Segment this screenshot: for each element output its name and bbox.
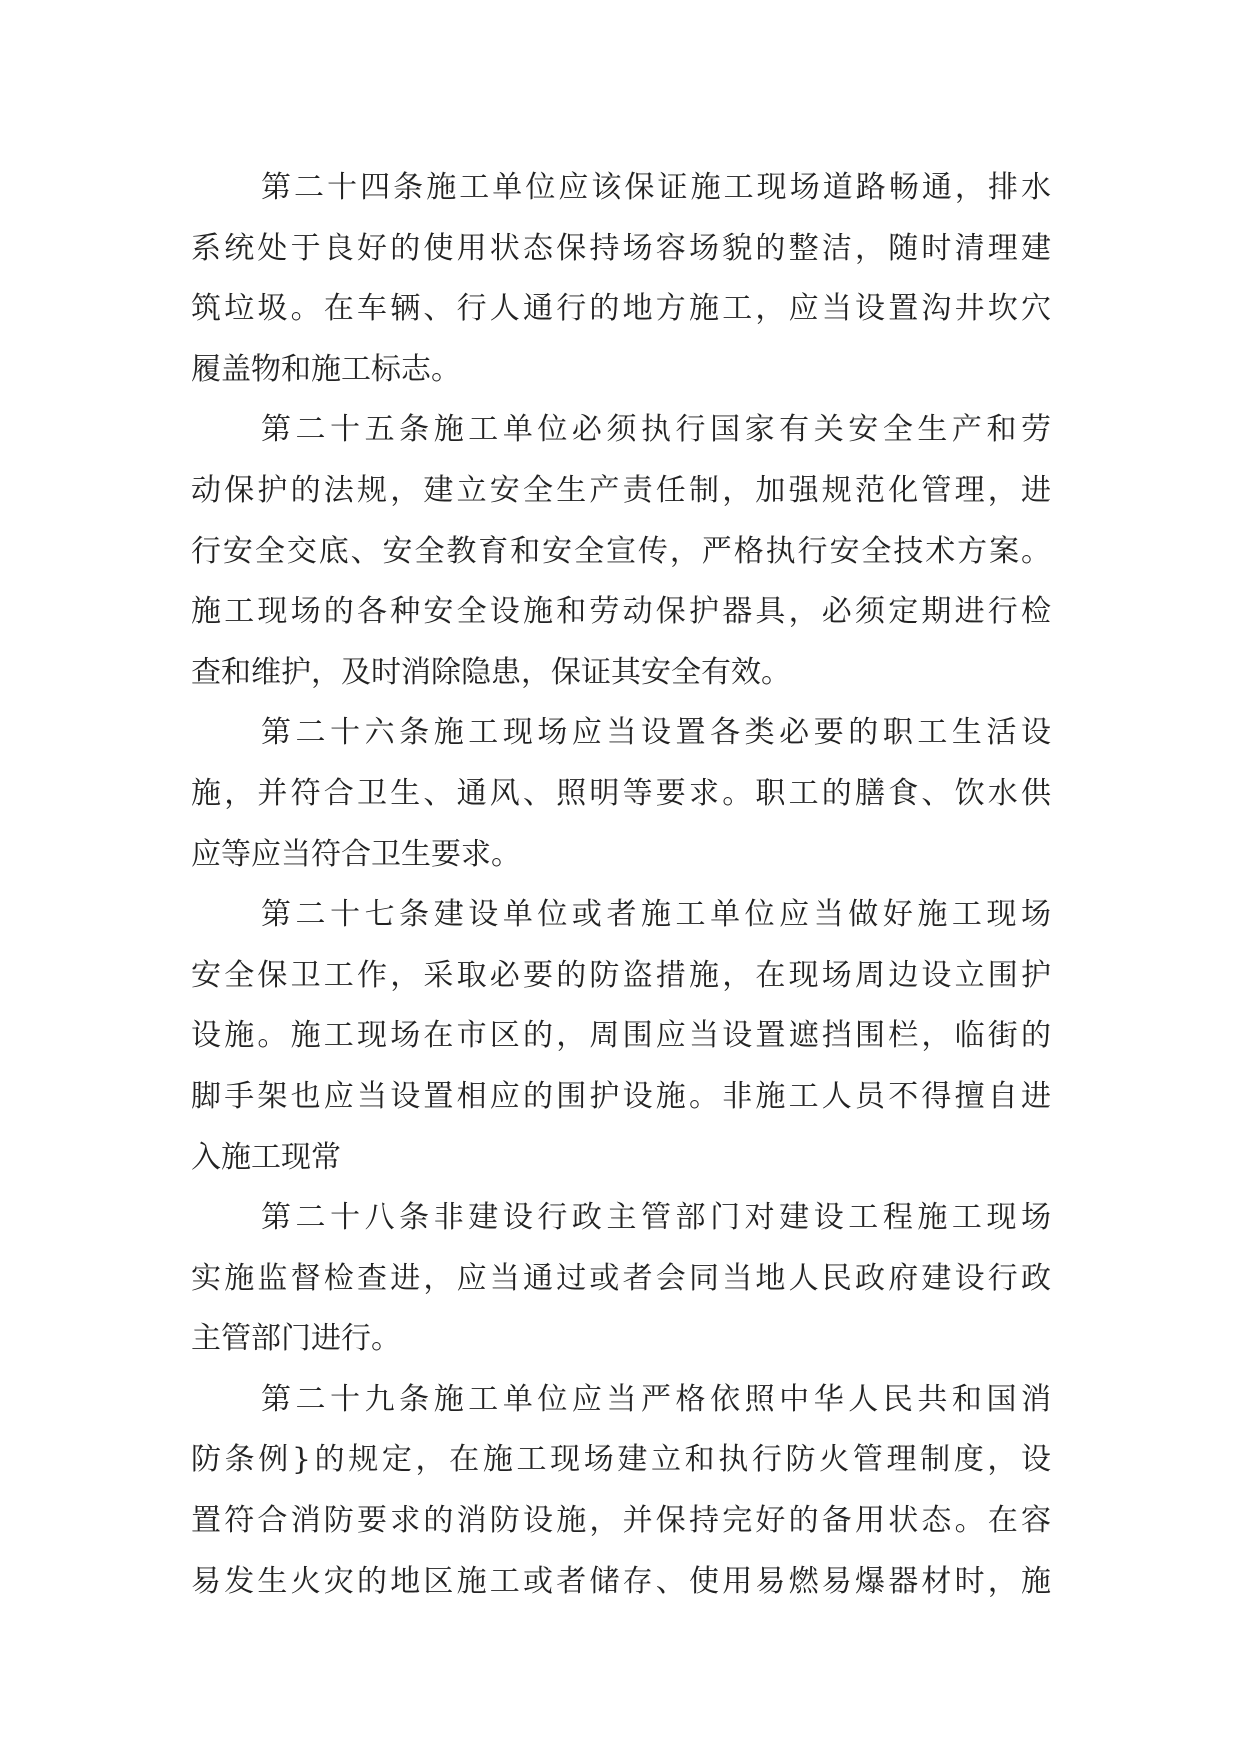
text-line: 第二十七条建设单位或者施工单位应当做好施工现场	[261, 897, 1051, 933]
text-line: 安全保卫工作，采取必要的防盗措施，在现场周边设立围护	[191, 957, 1051, 993]
text-line: 筑垃圾。在车辆、行人通行的地方施工，应当设置沟井坎穴	[191, 291, 1051, 327]
text-line: 设施。施工现场在市区的，周围应当设置遮挡围栏，临街的	[191, 1018, 1051, 1054]
text-line: 应等应当符合卫生要求。	[191, 836, 521, 872]
text-line: 系统处于良好的使用状态保持场容场貌的整洁，随时清理建	[191, 230, 1051, 266]
text-line: 履盖物和施工标志。	[191, 351, 461, 387]
text-line: 第二十四条施工单位应该保证施工现场道路畅通，排水	[261, 170, 1051, 205]
text-line: 施，并符合卫生、通风、照明等要求。职工的膳食、饮水供	[191, 775, 1051, 811]
text-line: 防条例}的规定，在施工现场建立和执行防火管理制度，设	[191, 1442, 1051, 1478]
text-line: 第二十九条施工单位应当严格依照中华人民共和国消	[261, 1381, 1051, 1417]
text-line: 行安全交底、安全教育和安全宣传，严格执行安全技术方案。	[191, 533, 1051, 569]
body-text	[191, 158, 1051, 1612]
text-line: 易发生火灾的地区施工或者储存、使用易燃易爆器材时，施	[191, 1563, 1051, 1599]
text-line: 第二十八条非建设行政主管部门对建设工程施工现场	[261, 1200, 1051, 1236]
text-line: 实施监督检查进，应当通过或者会同当地人民政府建设行政	[191, 1260, 1051, 1296]
text-line: 主管部门进行。	[191, 1321, 401, 1357]
text-line: 入施工现常	[191, 1139, 341, 1175]
text-line: 置符合消防要求的消防设施，并保持完好的备用状态。在容	[191, 1503, 1051, 1539]
text-line: 施工现场的各种安全设施和劳动保护器具，必须定期进行检	[191, 594, 1051, 630]
text-line: 脚手架也应当设置相应的围护设施。非施工人员不得擅自进	[191, 1078, 1051, 1114]
text-line: 第二十五条施工单位必须执行国家有关安全生产和劳	[261, 412, 1051, 448]
text-line: 动保护的法规，建立安全生产责任制，加强规范化管理，进	[191, 472, 1051, 508]
text-line: 查和维护，及时消除隐患，保证其安全有效。	[191, 654, 791, 690]
text-line: 第二十六条施工现场应当设置各类必要的职工生活设	[261, 715, 1051, 751]
